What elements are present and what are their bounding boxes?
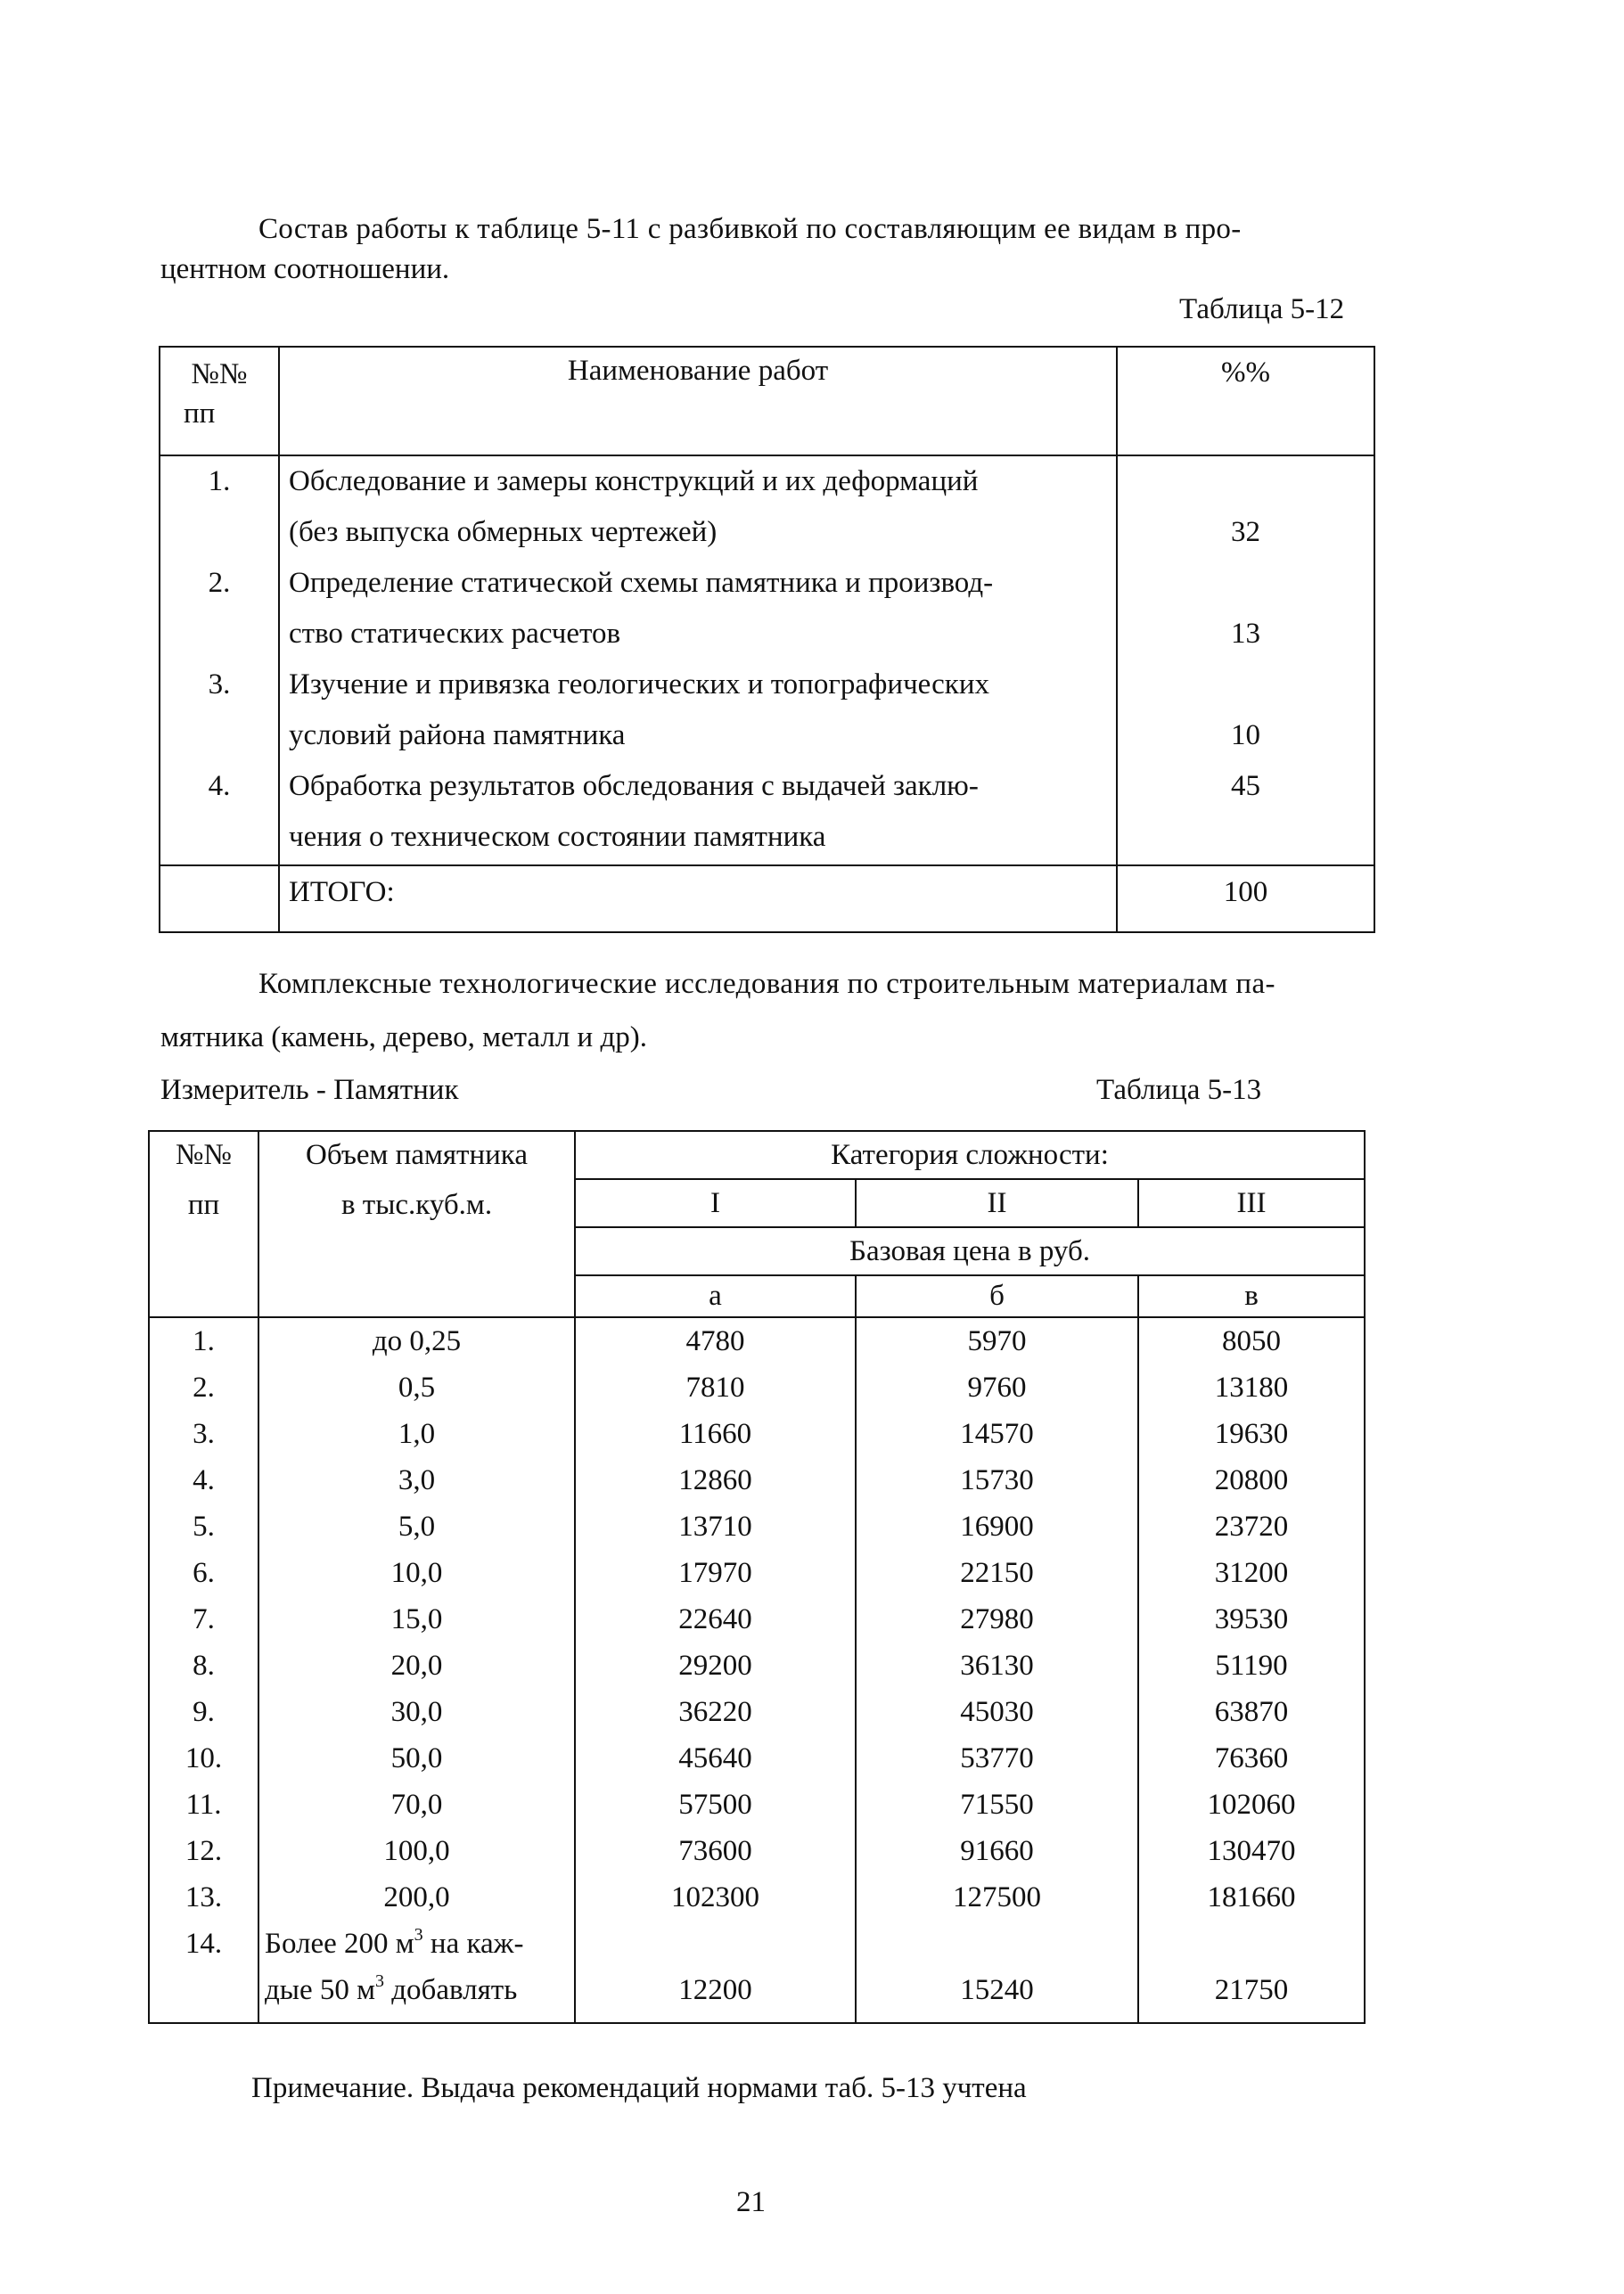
table-5-12 [159, 346, 1375, 933]
t13-row14-vol-text3: дые 50 м [265, 1974, 375, 2006]
t13-cell-a: 29200 [575, 1643, 856, 1689]
t12-total-value [1117, 865, 1374, 932]
t12-num-spacer [160, 507, 278, 558]
table-5-13 [148, 1130, 1366, 2024]
t12-row4-pct: 45 [1231, 770, 1260, 802]
t13-cell-b: 91660 [856, 1828, 1138, 1874]
t13-cell-v: 23720 [1138, 1503, 1365, 1550]
t13-cell-num: 2. [149, 1364, 258, 1411]
t13-cell-num: 11. [149, 1782, 258, 1828]
t13-cell-num: 12. [149, 1828, 258, 1874]
t13-cell-volume: 0,5 [258, 1364, 575, 1411]
t12-num-column [160, 455, 279, 865]
table-row [149, 1411, 1365, 1457]
t12-header-pct-text: %% [1221, 356, 1270, 389]
table-row [149, 1457, 1365, 1503]
t13-row14-v: 21750 [1214, 1974, 1289, 2006]
t13-base-price-text: Базовая цена в руб. [849, 1234, 1091, 1267]
t13-sub-a-text: а [709, 1280, 722, 1312]
table-row [149, 1550, 1365, 1596]
t13-cell-v: 8050 [1138, 1317, 1365, 1364]
t13-cell-v: 31200 [1138, 1550, 1365, 1596]
page-number: 21 [736, 2186, 766, 2218]
t13-cell-num: 5. [149, 1503, 258, 1550]
table-row [149, 1921, 1365, 2023]
intro13-line1: Комплексные технологические исследования по строительным материалам па- [258, 968, 1275, 1000]
t13-cell-a: 12860 [575, 1457, 856, 1503]
t13-header-volume [258, 1131, 575, 1317]
t13-cell-volume: 50,0 [258, 1735, 575, 1782]
t13-cell-num: 14. [149, 1921, 258, 2023]
table-row [149, 1317, 1365, 1364]
t13-cell-a: 36220 [575, 1689, 856, 1735]
table-row [149, 1689, 1365, 1735]
t13-cat-III-text: III [1236, 1186, 1267, 1219]
t12-row3-num: 3. [208, 668, 231, 700]
table-row [149, 1596, 1365, 1643]
t13-cell-a: 13710 [575, 1503, 856, 1550]
t13-header-volume-line2: в тыс.куб.м. [340, 1189, 493, 1221]
t13-cell-b [856, 1921, 1138, 2023]
t13-header-volume-line1: Объем памятника [306, 1139, 528, 1171]
t13-cell-a: 22640 [575, 1596, 856, 1643]
t13-cell-volume [258, 1921, 575, 2023]
t13-cell-v: 130470 [1138, 1828, 1365, 1874]
t13-cell-num: 7. [149, 1596, 258, 1643]
t13-header-num-line2: пп [187, 1189, 220, 1221]
t13-row14-a: 12200 [678, 1974, 752, 2006]
t13-cell-v: 63870 [1138, 1689, 1365, 1735]
table-row [149, 1828, 1365, 1874]
t12-row3-line1: Изучение и привязка геологических и топографических [289, 668, 989, 700]
t12-row1-pct: 32 [1231, 516, 1260, 548]
t13-cell-b: 15730 [856, 1457, 1138, 1503]
meter-label: Измеритель - Памятник [160, 1074, 459, 1106]
t12-row4-line1: Обработка результатов обследования с выдачей заклю- [289, 770, 979, 802]
t12-pct-spacer [1118, 660, 1374, 710]
t13-cell-v: 20800 [1138, 1457, 1365, 1503]
t12-row3-pct: 10 [1231, 719, 1260, 751]
t13-cell-a: 45640 [575, 1735, 856, 1782]
t13-sub-v-text: в [1244, 1280, 1259, 1312]
t12-pct-spacer [1118, 456, 1374, 507]
t13-cell-v: 181660 [1138, 1874, 1365, 1921]
t13-header-category-text: Категория сложности: [831, 1138, 1109, 1171]
t13-cell-v: 19630 [1138, 1411, 1365, 1457]
t13-cell-b: 36130 [856, 1643, 1138, 1689]
t13-row14-vol-text1: Более 200 м [265, 1928, 414, 1960]
t13-cell-b: 45030 [856, 1689, 1138, 1735]
t13-row14-b: 15240 [960, 1974, 1034, 2006]
t12-pct-spacer [1118, 558, 1374, 609]
t13-cell-b: 14570 [856, 1411, 1138, 1457]
t13-cell-v [1138, 1921, 1365, 2023]
t13-cell-v: 13180 [1138, 1364, 1365, 1411]
t13-row14-volume-line1 [265, 1925, 574, 1976]
t13-cell-a: 4780 [575, 1317, 856, 1364]
t13-cell-b: 53770 [856, 1735, 1138, 1782]
t12-header-num [160, 347, 279, 455]
t13-cell-volume: 100,0 [258, 1828, 575, 1874]
t13-base-price [575, 1227, 1365, 1275]
t13-row14-sup1: 3 [414, 1925, 423, 1945]
t12-row3-line2: условий района памятника [289, 719, 626, 751]
t13-header-category [575, 1131, 1365, 1179]
t13-cell-num: 9. [149, 1689, 258, 1735]
t13-header-num-line1: №№ [176, 1139, 232, 1171]
t12-header-num-line2: пп [184, 397, 216, 430]
t13-row14-vol-text2: на каж- [422, 1928, 524, 1960]
t12-name-column [279, 455, 1117, 865]
t13-cell-volume: 30,0 [258, 1689, 575, 1735]
t13-cell-b: 5970 [856, 1317, 1138, 1364]
t13-cell-volume: до 0,25 [258, 1317, 575, 1364]
t13-cell-b: 16900 [856, 1503, 1138, 1550]
t12-row2-line1: Определение статической схемы памятника и производ- [289, 567, 994, 599]
intro12-line2: центном соотношении. [160, 253, 450, 285]
t13-cell-a: 102300 [575, 1874, 856, 1921]
t13-sub-a [575, 1275, 856, 1317]
t12-header-name-text: Наименование работ [567, 355, 829, 387]
t12-header-num-line1: №№ [191, 358, 248, 390]
table-row [149, 1364, 1365, 1411]
t13-cell-a: 7810 [575, 1364, 856, 1411]
t12-total-label-text: ИТОГО: [289, 876, 395, 908]
t13-cell-a: 57500 [575, 1782, 856, 1828]
t13-cell-num: 6. [149, 1550, 258, 1596]
t13-cell-a [575, 1921, 856, 2023]
t13-cell-volume: 3,0 [258, 1457, 575, 1503]
t13-cat-I-text: I [710, 1186, 720, 1219]
table-row [149, 1874, 1365, 1921]
t12-pct-column [1117, 455, 1374, 865]
t12-row2-num: 2. [208, 567, 231, 599]
t13-cell-b: 127500 [856, 1874, 1138, 1921]
t13-cell-num: 4. [149, 1457, 258, 1503]
t12-num-spacer [160, 710, 278, 761]
t13-cell-b: 71550 [856, 1782, 1138, 1828]
t13-row14-vol-text4: добавлять [384, 1974, 518, 2006]
t12-total-label [279, 865, 1117, 932]
t13-cat-II-text: II [987, 1186, 1007, 1219]
intro12-line1: Состав работы к таблице 5-11 с разбивкой по составляющим ее видам в про- [258, 213, 1242, 245]
t13-cell-a: 11660 [575, 1411, 856, 1457]
t13-row14-volume-line2 [265, 1971, 574, 2006]
t13-cell-num: 8. [149, 1643, 258, 1689]
t12-row2-line2: ство статических расчетов [289, 618, 621, 650]
t13-cell-volume: 15,0 [258, 1596, 575, 1643]
t13-cell-v: 39530 [1138, 1596, 1365, 1643]
t13-cell-volume: 10,0 [258, 1550, 575, 1596]
t13-row14-sup2: 3 [375, 1971, 384, 1991]
t13-cell-volume: 200,0 [258, 1874, 575, 1921]
t12-total-num [160, 865, 279, 932]
t12-row2-pct: 13 [1231, 618, 1260, 650]
t12-row1-line2: (без выпуска обмерных чертежей) [289, 516, 718, 548]
t13-cell-num: 10. [149, 1735, 258, 1782]
t13-header-num [149, 1131, 258, 1317]
t13-cell-b: 9760 [856, 1364, 1138, 1411]
t13-cell-b: 22150 [856, 1550, 1138, 1596]
table13-label: Таблица 5-13 [1096, 1074, 1262, 1106]
t13-cell-volume: 70,0 [258, 1782, 575, 1828]
t13-cell-volume: 5,0 [258, 1503, 575, 1550]
t12-row1-num: 1. [208, 465, 231, 497]
t13-cell-b: 27980 [856, 1596, 1138, 1643]
t12-row4-line2: чения о техническом состоянии памятника [289, 821, 826, 853]
t13-cat-III [1138, 1179, 1365, 1227]
t13-cell-num: 1. [149, 1317, 258, 1364]
t13-cell-v: 51190 [1138, 1643, 1365, 1689]
table-row [149, 1735, 1365, 1782]
t13-cat-I [575, 1179, 856, 1227]
t12-num-spacer [160, 609, 278, 660]
t13-cell-a: 73600 [575, 1828, 856, 1874]
t13-cell-a: 17970 [575, 1550, 856, 1596]
t12-total-value-text: 100 [1223, 876, 1268, 908]
table-row [149, 1503, 1365, 1550]
intro13-line2: мятника (камень, дерево, металл и др). [160, 1021, 647, 1053]
t13-cell-num: 3. [149, 1411, 258, 1457]
t12-row1-line1: Обследование и замеры конструкций и их деформаций [289, 465, 979, 497]
t13-sub-b-text: б [989, 1280, 1005, 1312]
table-row [149, 1782, 1365, 1828]
t12-header-pct [1117, 347, 1374, 455]
t12-row4-num: 4. [208, 770, 231, 802]
t13-cell-volume: 1,0 [258, 1411, 575, 1457]
t13-cat-II [856, 1179, 1138, 1227]
table12-label: Таблица 5-12 [1179, 293, 1345, 325]
t12-header-name [279, 347, 1117, 455]
t13-sub-v [1138, 1275, 1365, 1317]
t13-cell-num: 13. [149, 1874, 258, 1921]
t13-cell-v: 76360 [1138, 1735, 1365, 1782]
t13-cell-volume: 20,0 [258, 1643, 575, 1689]
t13-cell-v: 102060 [1138, 1782, 1365, 1828]
note: Примечание. Выдача рекомендаций нормами таб. 5-13 учтена [251, 2072, 1027, 2104]
table-row [149, 1643, 1365, 1689]
t13-sub-b [856, 1275, 1138, 1317]
